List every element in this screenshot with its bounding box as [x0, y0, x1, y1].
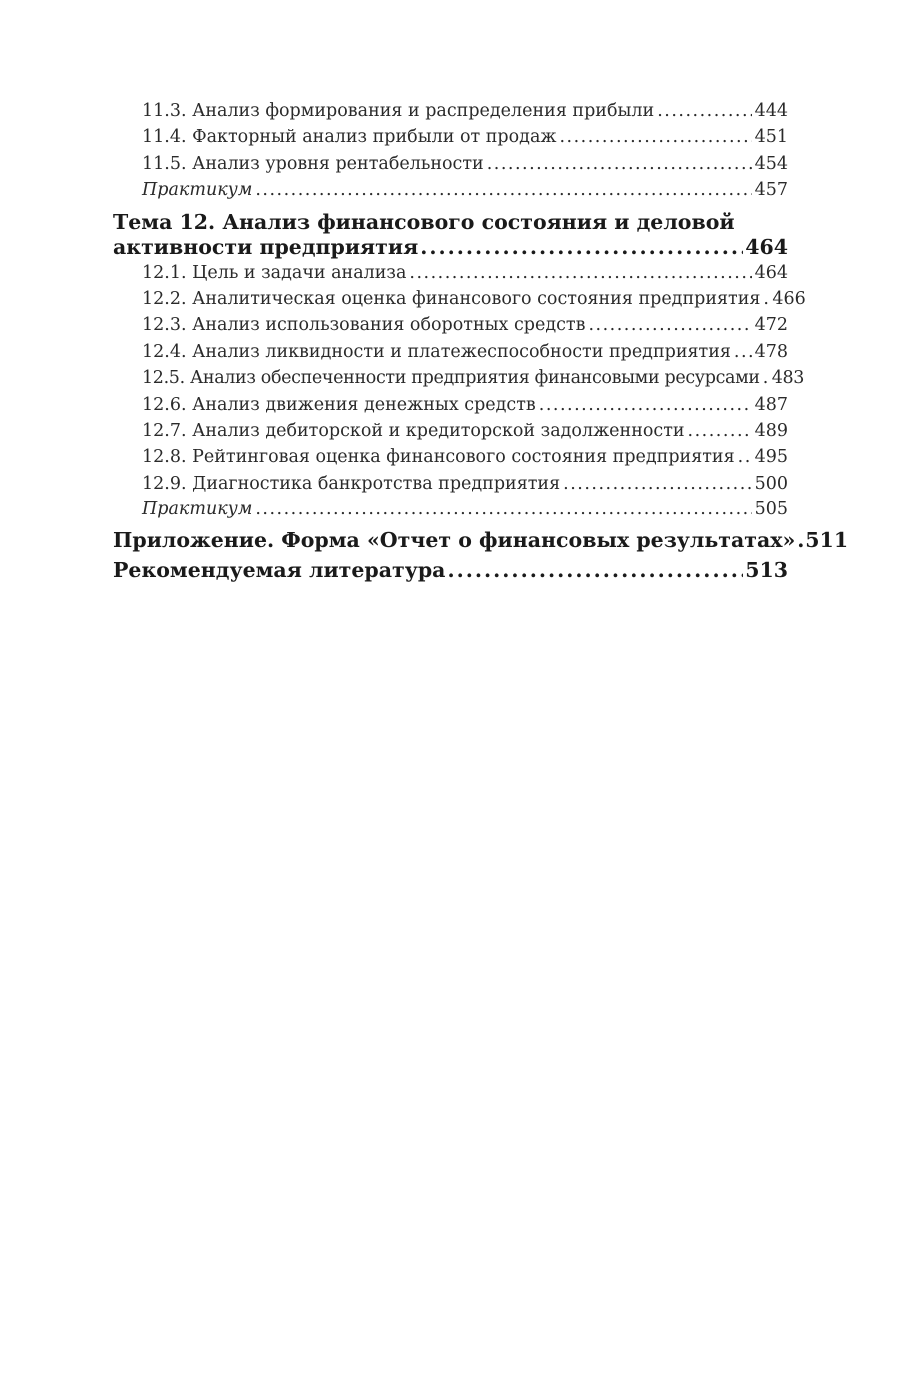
toc-page-number: 478: [754, 341, 788, 362]
toc-page-number: 495: [754, 447, 788, 468]
topic-12-title-line2[interactable]: [113, 234, 788, 260]
toc-entry-label: активности предприятия: [113, 234, 419, 259]
toc-entry-12-7[interactable]: [113, 418, 788, 444]
dot-leader: [447, 555, 743, 585]
toc-page-number: 513: [745, 558, 788, 583]
toc-entry-label: 11.3. Анализ формирования и распределения прибыли: [142, 101, 655, 121]
dot-leader: [688, 418, 752, 444]
toc-entry-label: Рекомендуемая литература: [113, 558, 446, 583]
dot-leader: [734, 339, 752, 365]
toc-entry-12-4[interactable]: [113, 339, 788, 365]
toc-entry-label: 12.1. Цель и задачи анализа: [142, 262, 407, 283]
dot-leader: [657, 98, 751, 124]
toc-entry-label: 12.8. Рейтинговая оценка финансового состояния предприятия: [142, 447, 735, 468]
toc-entry-literature[interactable]: [113, 555, 788, 585]
dot-leader: [763, 365, 769, 391]
dot-leader: [559, 124, 751, 150]
toc-entry-12-3[interactable]: [113, 312, 788, 338]
toc-entry-12-6[interactable]: [113, 392, 788, 418]
toc-page-number: 464: [754, 262, 788, 283]
toc-entry-label: Практикум: [142, 180, 253, 201]
table-of-contents: [113, 98, 849, 585]
toc-page-number: 444: [754, 101, 788, 121]
dot-leader: [255, 177, 751, 203]
dot-leader: [539, 392, 752, 418]
toc-entry-label: 12.4. Анализ ликвидности и платежеспособности предприятия: [142, 341, 731, 362]
toc-entry-practicum-12[interactable]: [113, 497, 788, 521]
toc-entry-12-1[interactable]: [113, 260, 788, 286]
toc-entry-label: 12.2. Аналитическая оценка финансового состояния предприятия: [142, 288, 761, 309]
toc-entry-label: Практикум: [142, 499, 253, 520]
toc-entry-label: 12.6. Анализ движения денежных средств: [142, 394, 536, 415]
toc-page-number: 454: [754, 153, 788, 174]
dot-leader: [420, 234, 743, 260]
dot-leader: [763, 286, 769, 312]
toc-page-number: 451: [754, 127, 788, 148]
dot-leader: [563, 471, 751, 497]
toc-entry-label: 12.3. Анализ использования оборотных средств: [142, 315, 586, 336]
toc-entry-12-2[interactable]: [113, 286, 806, 312]
dot-leader: [487, 151, 752, 177]
toc-entry-label: 12.5. Анализ обеспеченности предприятия финансовыми ресурсами: [142, 368, 760, 389]
toc-entry-12-9[interactable]: [113, 471, 788, 497]
toc-entry-label: 11.4. Факторный анализ прибыли от продаж: [142, 127, 557, 148]
toc-entry-practicum-11[interactable]: [113, 177, 788, 203]
toc-entry-label: Приложение. Форма «Отчет о финансовых результатах»: [113, 528, 796, 553]
toc-page-number: 505: [754, 499, 788, 520]
dot-leader: [797, 525, 803, 555]
toc-page-number: 472: [754, 315, 788, 336]
toc-page-number: 464: [745, 234, 788, 259]
toc-entry-label: 12.9. Диагностика банкротства предприятия: [142, 473, 561, 494]
dot-leader: [588, 312, 751, 338]
toc-entry-12-8[interactable]: [113, 444, 788, 470]
toc-entry-11-3[interactable]: [113, 98, 788, 124]
toc-entry-11-5[interactable]: [113, 151, 788, 177]
toc-page-number: 466: [772, 288, 806, 309]
toc-entry-label: 12.7. Анализ дебиторской и кредиторской задолженности: [142, 420, 685, 441]
toc-page-number: 511: [805, 528, 849, 553]
toc-entry-11-4[interactable]: [113, 124, 788, 150]
toc-page-number: 489: [754, 420, 788, 441]
dot-leader: [738, 444, 752, 470]
toc-page-number: 483: [771, 368, 805, 389]
toc-page-number: 457: [754, 180, 788, 201]
toc-page-number: 500: [754, 473, 788, 494]
toc-entry-label: 11.5. Анализ уровня рентабельности: [142, 153, 484, 174]
dot-leader: [255, 497, 751, 521]
dot-leader: [409, 260, 751, 286]
toc-page-number: 487: [754, 394, 788, 415]
topic-12-title-line1[interactable]: Тема 12. Анализ финансового состояния и деловой: [113, 209, 735, 234]
toc-entry-appendix[interactable]: [113, 525, 849, 555]
toc-entry-12-5[interactable]: [113, 365, 805, 391]
